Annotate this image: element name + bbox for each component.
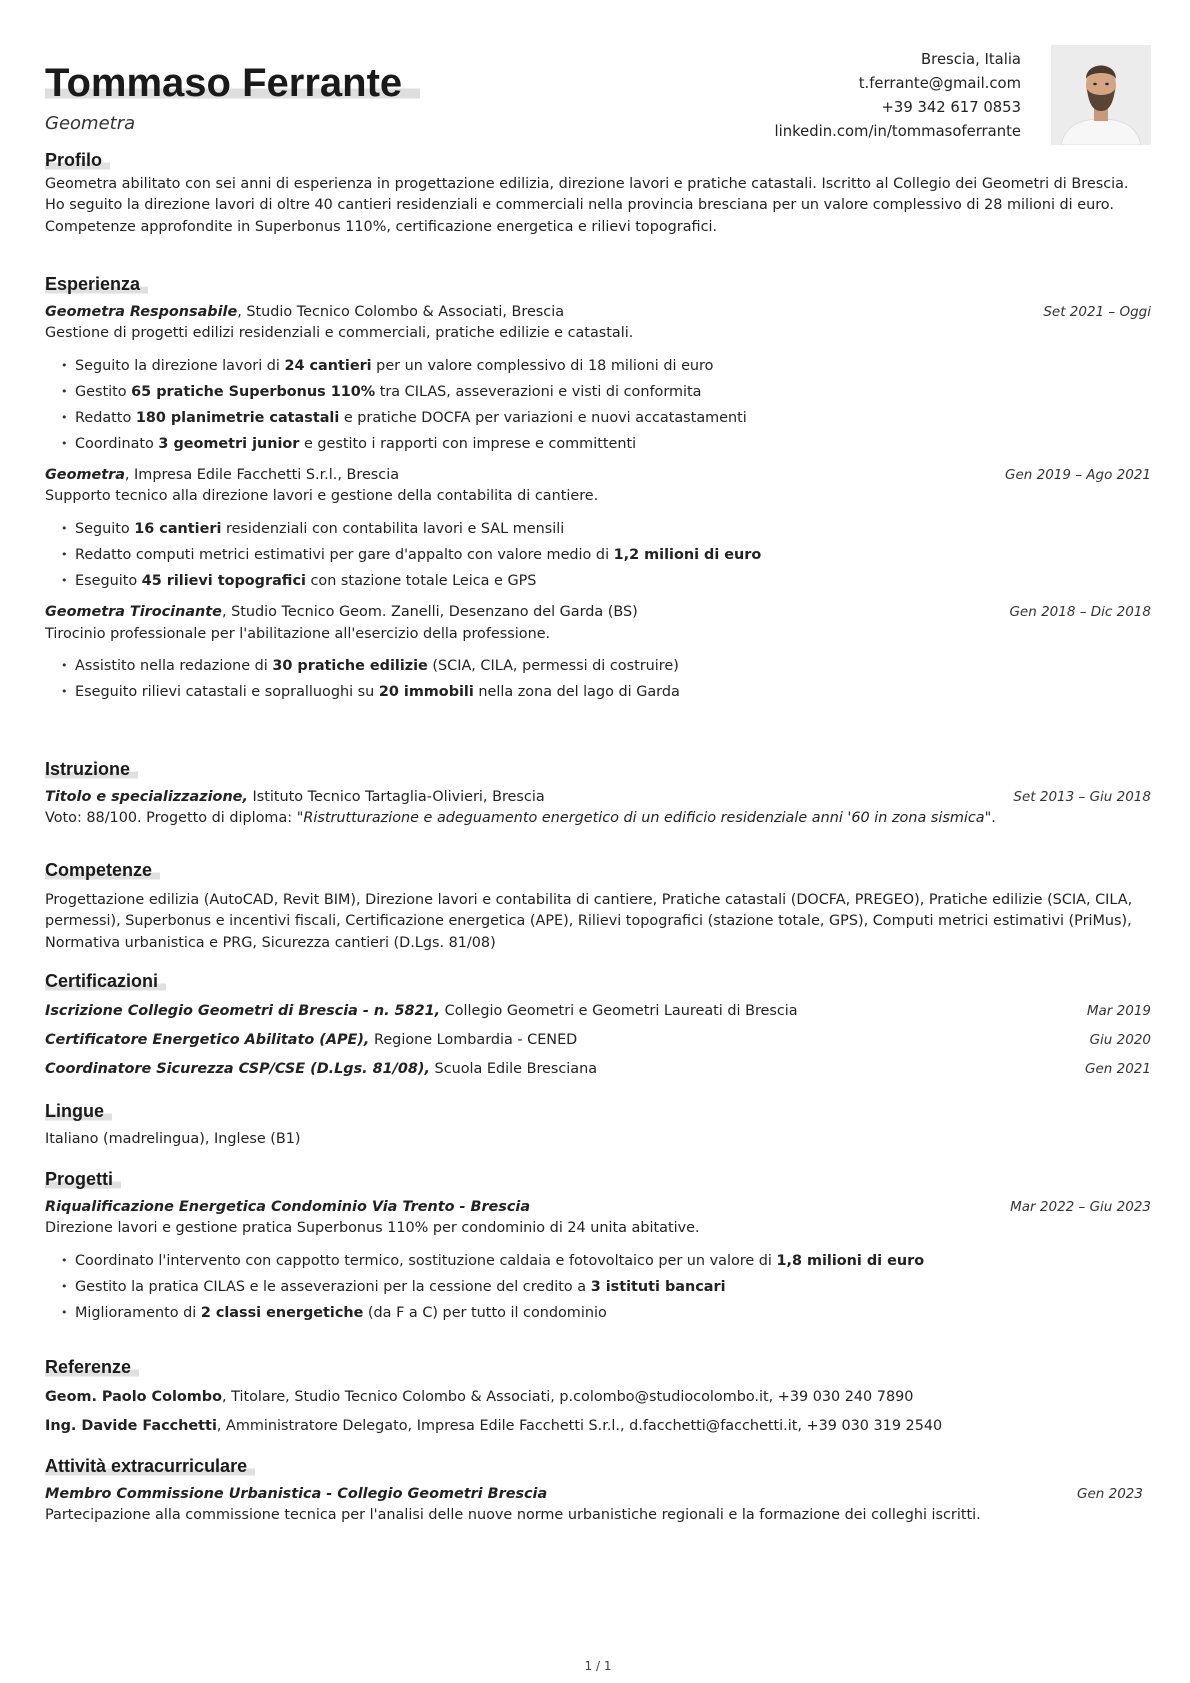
- section-progetti: [45, 1167, 1151, 1326]
- activity-description: Partecipazione alla commissione tecnica per l'analisi delle nuove norme urbanistiche regionali e la formazione dei colleghi iscritti.: [45, 1507, 981, 1524]
- certification-date: Giu 2020: [1089, 1031, 1151, 1048]
- languages-text: Italiano (madrelingua), Inglese (B1): [45, 1130, 301, 1147]
- section-title-competenze: Competenze: [45, 858, 160, 882]
- project-date: Mar 2022 – Giu 2023: [1010, 1198, 1151, 1215]
- profile-photo: [1051, 45, 1151, 145]
- section-title-attivita: Attività extracurriculare: [45, 1454, 255, 1478]
- job-header: [45, 465, 1151, 487]
- profile-summary: Geometra abilitato con sei anni di esperienza in progettazione edilizia, direzione lavori e pratiche catastali. Iscritto al Collegio dei Geometri di Brescia. Ho seguito la direzione lavori di oltre 40 cantieri residenziali e commerciali nella provincia bresciana per un valore complessivo di 28 milioni di euro. Competenze approfondite in Superbonus 110%, certificazione energetica e rilievi topografici.: [45, 175, 1129, 235]
- contact-linkedin[interactable]: linkedin.com/in/tommasoferrante: [774, 123, 1021, 140]
- education-school: Istituto Tecnico Tartaglia-Olivieri, Brescia: [247, 788, 545, 805]
- education-date: Set 2013 – Giu 2018: [1013, 788, 1151, 805]
- bullet-item: • Gestito la pratica CILAS e le asseverazioni per la cessione del credito a 3 istituti bancari: [75, 1274, 1151, 1300]
- certification-issuer: Regione Lombardia - CENED: [369, 1031, 578, 1048]
- section-title-lingue: Lingue: [45, 1099, 112, 1123]
- section-esperienza: [45, 272, 1151, 705]
- certification-issuer: Scuola Edile Bresciana: [429, 1060, 598, 1077]
- section-title-certificazioni: Certificazioni: [45, 969, 166, 993]
- project-bullets: [45, 1248, 1151, 1326]
- bullet-item: • Assistito nella redazione di 30 pratiche edilizie (SCIA, CILA, permessi di costruire): [75, 653, 1151, 679]
- section-title-referenze: Referenze: [45, 1355, 139, 1379]
- section-lingue: [45, 1099, 1151, 1150]
- job-role: Geometra Tirocinante: [45, 604, 222, 621]
- job-role: Geometra Responsabile: [45, 303, 238, 320]
- project-description: Direzione lavori e gestione pratica Superbonus 110% per condominio di 24 unita abitative.: [45, 1220, 700, 1237]
- job-date: Set 2021 – Oggi: [1043, 303, 1151, 320]
- certification-date: Gen 2021: [1085, 1060, 1151, 1077]
- section-title-esperienza: Esperienza: [45, 272, 148, 296]
- certification-date: Mar 2019: [1086, 1002, 1151, 1019]
- section-attivita: [45, 1454, 1151, 1527]
- job-org: , Studio Tecnico Geom. Zanelli, Desenzano del Garda (BS): [221, 604, 638, 621]
- reference-details: , Titolare, Studio Tecnico Colombo & Associati, p.colombo@studiocolombo.it, +39 030 240 7890: [221, 1388, 914, 1405]
- certification-name: Coordinatore Sicurezza CSP/CSE (D.Lgs. 81/08),: [45, 1060, 430, 1077]
- certification-name: Iscrizione Collegio Geometri di Brescia - n. 5821,: [45, 1002, 441, 1019]
- section-title-progetti: Progetti: [45, 1167, 121, 1191]
- job-role: Geometra: [45, 466, 125, 483]
- candidate-role: Geometra: [45, 113, 136, 134]
- contact-phone: +39 342 617 0853: [881, 99, 1021, 116]
- section-certificazioni: [45, 969, 1151, 1084]
- skills-text: Progettazione edilizia (AutoCAD, Revit BIM), Direzione lavori e contabilita di cantiere, Pratiche catastali (DOCFA, PREGEO), Pratiche edilizie (SCIA, CILA, permessi), Superbonus e incentivi fiscali, Certificazione energetica (APE), Rilievi topografici (stazione totale, GPS), Computi metrici estimativi (PriMus), Normativa urbanistica e PRG, Sicurezza cantieri (D.Lgs. 81/08): [45, 891, 1133, 951]
- reference-row: [45, 1412, 1151, 1441]
- section-title-profilo: Profilo: [45, 148, 110, 172]
- job-org: , Studio Tecnico Colombo & Associati, Brescia: [237, 303, 565, 320]
- education-details: Voto: 88/100. Progetto di diploma: "Ristrutturazione e adeguamento energetico di un edificio residenziale anni '60 in zona sismica".: [45, 810, 996, 827]
- certification-issuer: Collegio Geometri e Geometri Laureati di Brescia: [440, 1002, 798, 1019]
- job-bullets: [45, 353, 1151, 457]
- job-description: Gestione di progetti edilizi residenziali e commerciali, pratiche edilizie e catastali.: [45, 325, 634, 342]
- job-bullets: [45, 516, 1151, 594]
- job-entry: [45, 602, 1151, 705]
- contact-location: Brescia, Italia: [921, 51, 1021, 68]
- section-istruzione: [45, 757, 1151, 830]
- bullet-item: • Seguito la direzione lavori di 24 cantieri per un valore complessivo di 18 milioni di euro: [75, 353, 1151, 379]
- bullet-item: • Gestito 65 pratiche Superbonus 110% tra CILAS, asseverazioni e visti di conformita: [75, 379, 1151, 405]
- job-header: [45, 302, 1151, 324]
- section-competenze: [45, 858, 1151, 954]
- job-header: [45, 602, 1151, 624]
- activity-date: Gen 2023: [1077, 1485, 1143, 1502]
- section-title-istruzione: Istruzione: [45, 757, 138, 781]
- education-project: "Ristrutturazione e adeguamento energetico di un edificio residenziale anni '60 in zona sismica": [296, 810, 992, 827]
- bullet-item: • Coordinato 3 geometri junior e gestito i rapporti con imprese e committenti: [75, 431, 1151, 457]
- candidate-name: Tommaso Ferrante: [45, 60, 420, 106]
- bullet-item: • Redatto 180 planimetrie catastali e pratiche DOCFA per variazioni e nuovi accatastamenti: [75, 405, 1151, 431]
- bullet-item: • Coordinato l'intervento con cappotto termico, sostituzione caldaia e fotovoltaico per un valore di 1,8 milioni di euro: [75, 1248, 1151, 1274]
- activity-header: [45, 1484, 1143, 1506]
- activity-name: Membro Commissione Urbanistica - Collegio Geometri Brescia: [45, 1485, 548, 1502]
- job-description: Tirocinio professionale per l'abilitazione all'esercizio della professione.: [45, 625, 551, 642]
- job-date: Gen 2019 – Ago 2021: [1004, 466, 1151, 483]
- project-name: Riqualificazione Energetica Condominio Via Trento - Brescia: [45, 1198, 531, 1215]
- job-description: Supporto tecnico alla direzione lavori e gestione della contabilita di cantiere.: [45, 488, 599, 505]
- education-header: [45, 787, 1151, 809]
- job-entry: [45, 302, 1151, 457]
- resume-header: [45, 0, 1151, 165]
- project-header: [45, 1197, 1151, 1219]
- job-date: Gen 2018 – Dic 2018: [1009, 604, 1151, 621]
- certification-row: [45, 997, 1151, 1026]
- bullet-item: • Eseguito rilievi catastali e sopralluoghi su 20 immobili nella zona del lago di Garda: [75, 679, 1151, 705]
- bullet-item: • Miglioramento di 2 classi energetiche (da F a C) per tutto il condominio: [75, 1300, 1151, 1326]
- certification-row: [45, 1055, 1151, 1084]
- contact-email[interactable]: t.ferrante@gmail.com: [858, 75, 1021, 92]
- reference-name: Geom. Paolo Colombo: [45, 1388, 222, 1405]
- section-referenze: [45, 1355, 1151, 1441]
- job-bullets: [45, 653, 1151, 705]
- reference-row: [45, 1383, 1151, 1412]
- section-profilo: [45, 148, 1151, 238]
- page-number: 1 / 1: [584, 1659, 612, 1673]
- bullet-item: • Seguito 16 cantieri residenziali con contabilita lavori e SAL mensili: [75, 516, 1151, 542]
- job-entry: [45, 465, 1151, 594]
- certification-row: [45, 1026, 1151, 1055]
- education-degree: Titolo e specializzazione,: [45, 788, 248, 805]
- bullet-item: • Eseguito 45 rilievi topografici con stazione totale Leica e GPS: [75, 568, 1151, 594]
- contact-block: [775, 48, 1021, 144]
- reference-name: Ing. Davide Facchetti: [45, 1417, 217, 1434]
- certification-name: Certificatore Energetico Abilitato (APE),: [45, 1031, 370, 1048]
- resume-page: [45, 0, 1151, 1683]
- reference-details: , Amministratore Delegato, Impresa Edile Facchetti S.r.l., d.facchetti@facchetti.it, +39 030 319 2540: [216, 1417, 943, 1434]
- job-org: , Impresa Edile Facchetti S.r.l., Brescia: [124, 466, 400, 483]
- bullet-item: • Redatto computi metrici estimativi per gare d'appalto con valore medio di 1,2 milioni di euro: [75, 542, 1151, 568]
